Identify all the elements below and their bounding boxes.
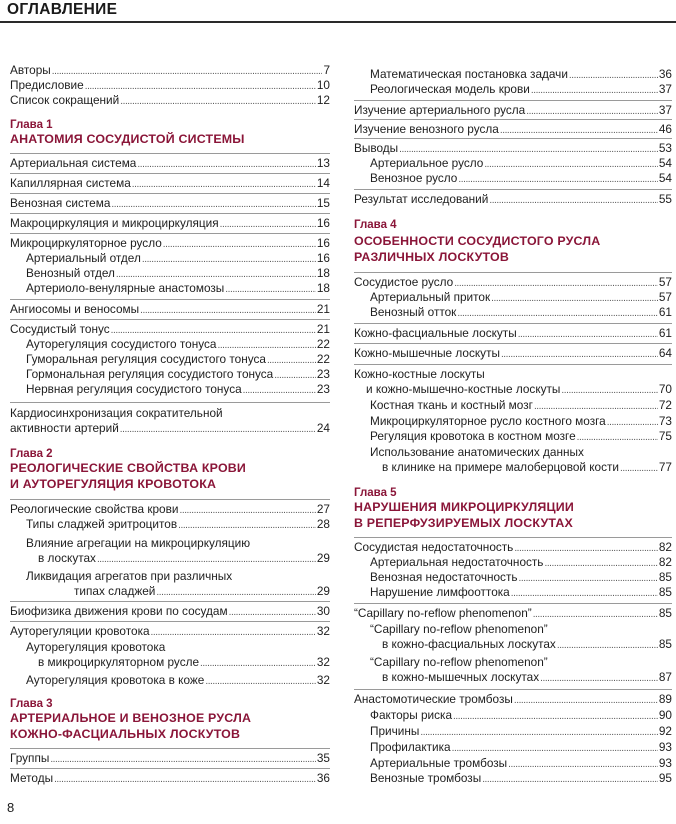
toc-entry[interactable]: типах сладжей . . . 29 (10, 584, 330, 600)
page-header (0, 0, 676, 24)
toc-entry[interactable]: Макроциркуляция и микроциркуляция . . . 16 (10, 216, 330, 232)
toc-entry[interactable]: Причины . . . 92 (354, 724, 672, 740)
toc-entry[interactable]: Изучение венозного русла . . . 46 (354, 122, 672, 138)
toc-entry-line[interactable]: “Capillary no-reflow phenomenon” (370, 655, 548, 669)
divider (10, 153, 330, 154)
toc-entry[interactable]: Венозный отдел . . . 18 (10, 266, 330, 282)
toc-entry[interactable]: Артериальный приток . . . 57 (354, 290, 672, 306)
toc-entry[interactable]: активности артерий . . . 24 (10, 421, 330, 437)
toc-entry[interactable]: Ауторегуляция сосудистого тонуса . . . 22 (10, 337, 330, 353)
toc-entry[interactable]: Ангиосомы и веносомы . . . 21 (10, 302, 330, 318)
toc-entry[interactable]: Ауторегуляция кровотока в коже . . . 32 (10, 673, 330, 689)
chapter-number: Глава 4 (354, 219, 397, 231)
toc-entry[interactable]: Гуморальная регуляция сосудистого тонуса . . . 22 (10, 352, 330, 368)
divider (10, 193, 330, 194)
chapter-title: НАРУШЕНИЯ МИКРОЦИРКУЛЯЦИИ (354, 500, 574, 514)
divider (354, 364, 672, 365)
toc-entry[interactable]: в микроциркуляторном русле . . . 32 (10, 655, 330, 671)
header-rule (0, 21, 676, 23)
toc-entry[interactable]: Выводы . . . 53 (354, 141, 672, 157)
toc-entry[interactable]: Реологическая модель крови . . . 37 (354, 82, 672, 98)
chapter-title: В РЕПЕРФУЗИРУЕМЫХ ЛОСКУТАХ (354, 516, 573, 530)
divider (354, 343, 672, 344)
toc-entry[interactable]: Костная ткань и костный мозг . . . 72 (354, 398, 672, 414)
toc-entry[interactable]: в клинике на примере малоберцовой кости . . . 77 (354, 460, 672, 476)
divider (10, 173, 330, 174)
toc-entry[interactable]: Венозная система . . . 15 (10, 196, 330, 212)
toc-entry[interactable]: Сосудистый тонус . . . 21 (10, 322, 330, 338)
divider (10, 748, 330, 749)
divider (10, 299, 330, 300)
chapter-title: АНАТОМИЯ СОСУДИСТОЙ СИСТЕМЫ (10, 132, 245, 146)
toc-entry-line[interactable]: Кардиосинхронизация сократительной (10, 406, 223, 420)
toc-entry[interactable]: Авторы . . . 7 (10, 63, 330, 79)
divider (10, 768, 330, 769)
divider (10, 213, 330, 214)
toc-entry[interactable]: в кожно-мышечных лоскутах . . . 87 (354, 670, 672, 686)
toc-entry[interactable]: Нарушение лимфооттока . . . 85 (354, 585, 672, 601)
page-title: ОГЛАВЛЕНИЕ (7, 1, 118, 18)
chapter-title: ОСОБЕННОСТИ СОСУДИСТОГО РУСЛА (354, 234, 601, 248)
toc-entry[interactable]: Кожно-мышечные лоскуты . . . 64 (354, 346, 672, 362)
divider (354, 537, 672, 538)
toc-entry[interactable]: Венозные тромбозы . . . 95 (354, 771, 672, 787)
chapter-title: РЕОЛОГИЧЕСКИЕ СВОЙСТВА КРОВИ (10, 461, 247, 475)
toc-entry[interactable]: в лоскутах . . . 29 (10, 551, 330, 567)
toc-entry[interactable]: Венозный отток . . . 61 (354, 305, 672, 321)
toc-entry[interactable]: Регуляция кровотока в костном мозге . . . 75 (354, 429, 672, 445)
toc-entry-line[interactable]: Ликвидация агрегатов при различных (26, 569, 233, 583)
chapter-number: Глава 5 (354, 487, 397, 499)
toc-entry[interactable]: Методы . . . 36 (10, 771, 330, 787)
toc-entry-line[interactable]: Влияние агрегации на микроциркуляцию (26, 536, 251, 550)
toc-entry-line[interactable]: Кожно-костные лоскуты (354, 367, 485, 381)
toc-entry-line[interactable]: Ауторегуляция кровотока (26, 640, 166, 654)
toc-entry[interactable]: Микроциркуляторное русло костного мозга . . . 73 (354, 414, 672, 430)
toc-entry[interactable]: Группы . . . 35 (10, 751, 330, 767)
divider (354, 323, 672, 324)
toc-entry[interactable]: Сосудистое русло . . . 57 (354, 275, 672, 291)
toc-entry[interactable]: и кожно-мышечно-костные лоскуты . . . 70 (354, 382, 672, 398)
divider (10, 402, 330, 403)
chapter-title: АРТЕРИАЛЬНОЕ И ВЕНОЗНОЕ РУСЛА (10, 711, 252, 725)
toc-entry[interactable]: Список сокращений . . . 12 (10, 93, 330, 109)
divider (10, 319, 330, 320)
toc-entry-line[interactable]: “Capillary no-reflow phenomenon” (370, 622, 548, 636)
toc-entry[interactable]: Математическая постановка задачи . . . 36 (354, 67, 672, 83)
divider (10, 499, 330, 500)
toc-entry[interactable]: “Capillary no-reflow phenomenon” . . . 85 (354, 606, 672, 622)
divider (354, 603, 672, 604)
toc-entry[interactable]: Анастомотические тромбозы . . . 89 (354, 692, 672, 708)
toc-entry[interactable]: Кожно-фасциальные лоскуты . . . 61 (354, 326, 672, 342)
toc-entry[interactable]: Артериальная система . . . 13 (10, 156, 330, 172)
toc-entry[interactable]: Типы сладжей эритроцитов . . . 28 (10, 517, 330, 533)
toc-entry[interactable]: Венозное русло . . . 54 (354, 171, 672, 187)
divider (354, 100, 672, 101)
toc-entry[interactable]: Микроциркуляторное русло . . . 16 (10, 236, 330, 252)
divider (354, 119, 672, 120)
divider (10, 233, 330, 234)
toc-entry[interactable]: Артериоло-венулярные анастомозы . . . 18 (10, 281, 330, 297)
divider (354, 138, 672, 139)
toc-entry[interactable]: Гормональная регуляция сосудистого тонуса . . . 23 (10, 367, 330, 383)
divider (354, 689, 672, 690)
toc-entry[interactable]: Биофизика движения крови по сосудам . . . 30 (10, 604, 330, 620)
toc-entry[interactable]: Нервная регуляция сосудистого тонуса . . . 23 (10, 382, 330, 398)
toc-entry[interactable]: Профилактика . . . 93 (354, 740, 672, 756)
toc-entry[interactable]: Венозная недостаточность . . . 85 (354, 570, 672, 586)
page-number: 8 (7, 800, 15, 815)
toc-entry[interactable]: Артериальный отдел . . . 16 (10, 251, 330, 267)
divider (10, 601, 330, 602)
toc-entry[interactable]: Ауторегуляции кровотока . . . 32 (10, 624, 330, 640)
divider (354, 272, 672, 273)
chapter-title: КОЖНО-ФАСЦИАЛЬНЫХ ЛОСКУТОВ (10, 727, 241, 741)
toc-entry[interactable]: Факторы риска . . . 90 (354, 708, 672, 724)
toc-entry[interactable]: Реологические свойства крови . . . 27 (10, 502, 330, 518)
toc-entry[interactable]: Результат исследований . . . 55 (354, 192, 672, 208)
toc-entry[interactable]: Сосудистая недостаточность . . . 82 (354, 540, 672, 556)
toc-entry[interactable]: Изучение артериального русла . . . 37 (354, 103, 672, 119)
toc-entry-line[interactable]: Использование анатомических данных (370, 445, 584, 459)
divider (10, 621, 330, 622)
toc-entry[interactable]: Предисловие . . . 10 (10, 78, 330, 94)
toc-entry[interactable]: Артериальная недостаточность . . . 82 (354, 555, 672, 571)
toc-entry[interactable]: в кожно-фасциальных лоскутах . . . 85 (354, 637, 672, 653)
chapter-title: И АУТОРЕГУЛЯЦИЯ КРОВОТОКА (10, 477, 217, 491)
chapter-number: Глава 3 (10, 698, 53, 710)
toc-entry[interactable]: Артериальные тромбозы . . . 93 (354, 756, 672, 772)
chapter-title: РАЗЛИЧНЫХ ЛОСКУТОВ (354, 250, 509, 264)
toc-entry[interactable]: Артериальное русло . . . 54 (354, 156, 672, 172)
toc-entry[interactable]: Капиллярная система . . . 14 (10, 176, 330, 192)
chapter-number: Глава 2 (10, 448, 53, 460)
divider (354, 189, 672, 190)
chapter-number: Глава 1 (10, 119, 53, 131)
